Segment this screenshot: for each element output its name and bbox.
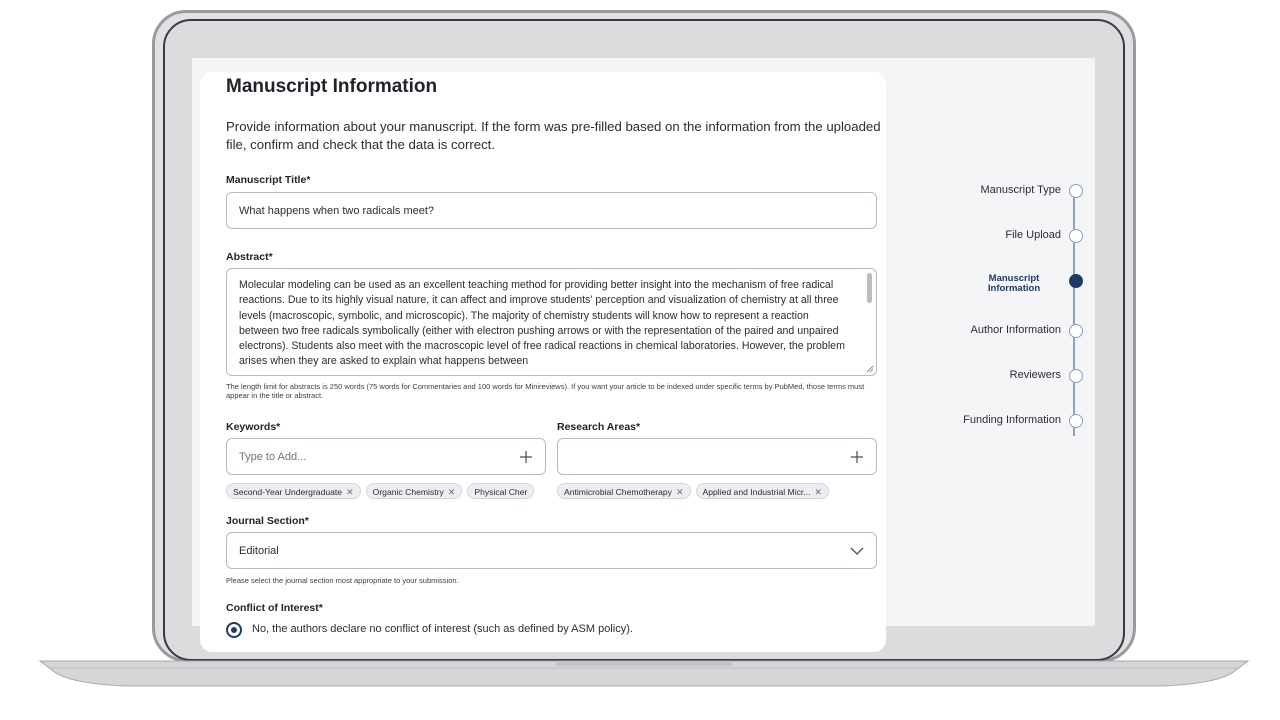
research-area-chip[interactable]: Applied and Industrial Micr... ✕ [696, 483, 830, 499]
plus-icon[interactable] [850, 450, 864, 464]
keywords-chip-list [226, 482, 546, 500]
abstract-label: Abstract* [226, 251, 273, 263]
abstract-help-text: The length limit for abstracts is 250 words (75 words for Commentaries and 100 words for Minireviews). If you want your article to be indexed under specific terms by PubMed, those terms must appear in the title or abstract. [226, 382, 865, 400]
page-title: Manuscript Information [226, 76, 438, 97]
close-icon[interactable]: ✕ [447, 487, 456, 497]
app-screen [192, 58, 1095, 635]
step-indicator[interactable] [1069, 229, 1083, 243]
conflict-label: Conflict of Interest* [226, 602, 323, 614]
manuscript-form-card [200, 72, 886, 652]
step-indicator[interactable] [1069, 324, 1083, 338]
research-area-chip[interactable]: Antimicrobial Chemotherapy ✕ [557, 483, 691, 499]
step-indicator-active[interactable] [1069, 274, 1083, 288]
step-file-upload[interactable]: File Upload [1005, 229, 1061, 241]
conflict-radio[interactable] [226, 622, 242, 638]
keywords-label: Keywords* [226, 421, 281, 433]
close-icon[interactable]: ✕ [814, 487, 823, 497]
abstract-value: Molecular modeling can be used as an excellent teaching method for providing better insight into the mechanism of free radical reactions. Due to its highly visual nature, it can affect and improve students' perception and visualization of chemistry at all three levels (macroscopic, symbolic, and microscopic). The majority of chemistry students will know how to represent a reaction between two free radicals symbolically (either with electron pushing arrows or with the representation of the paired and unpaired electrons). Students also meet with the macroscopic level of free radical reactions in chemical laboratories. However, the problem arises when they are asked to explain what happens between [239, 279, 845, 368]
plus-icon[interactable] [519, 450, 533, 464]
journal-section-value: Editorial [239, 544, 279, 557]
resize-handle-icon[interactable] [864, 363, 874, 373]
page-intro: Provide information about your manuscript. If the form was pre-filled based on the information from the uploaded file, confirm and check that the data is correct. [226, 119, 881, 152]
step-author-information[interactable]: Author Information [970, 324, 1061, 336]
manuscript-title-input[interactable] [226, 192, 877, 229]
journal-section-help-text: Please select the journal section most appropriate to your submission. [226, 576, 459, 585]
keyword-chip[interactable]: Organic Chemistry ✕ [366, 483, 463, 499]
step-manuscript-type[interactable]: Manuscript Type [980, 184, 1061, 196]
research-areas-label: Research Areas* [557, 421, 641, 433]
close-icon[interactable]: ✕ [675, 487, 684, 497]
journal-section-select[interactable] [226, 532, 877, 569]
abstract-textarea[interactable] [226, 268, 877, 376]
laptop-base [40, 656, 1248, 690]
close-icon[interactable]: ✕ [346, 487, 354, 497]
step-indicator[interactable] [1069, 184, 1083, 198]
step-indicator[interactable] [1069, 414, 1083, 428]
research-areas-chip-list [557, 482, 887, 500]
keywords-placeholder: Type to Add... [239, 450, 307, 463]
abstract-scrollbar[interactable] [867, 273, 872, 303]
step-indicator[interactable] [1069, 369, 1083, 383]
chevron-down-icon[interactable] [850, 546, 864, 556]
conflict-option-label[interactable]: No, the authors declare no conflict of interest (such as defined by ASM policy). [252, 623, 633, 635]
journal-section-label: Journal Section* [226, 515, 309, 527]
step-funding-information[interactable]: Funding Information [963, 414, 1061, 426]
keywords-input[interactable] [226, 438, 546, 475]
step-reviewers[interactable]: Reviewers [1009, 369, 1061, 381]
stepper-line [1073, 191, 1075, 436]
keyword-chip[interactable]: Second-Year Undergraduate ✕ [226, 483, 361, 499]
manuscript-title-label: Manuscript Title* [226, 174, 311, 186]
research-areas-input[interactable] [557, 438, 877, 475]
step-manuscript-information[interactable]: Manuscript Information [987, 273, 1041, 294]
keyword-chip[interactable]: Physical Cher [467, 483, 534, 499]
manuscript-title-value: What happens when two radicals meet? [239, 204, 435, 217]
